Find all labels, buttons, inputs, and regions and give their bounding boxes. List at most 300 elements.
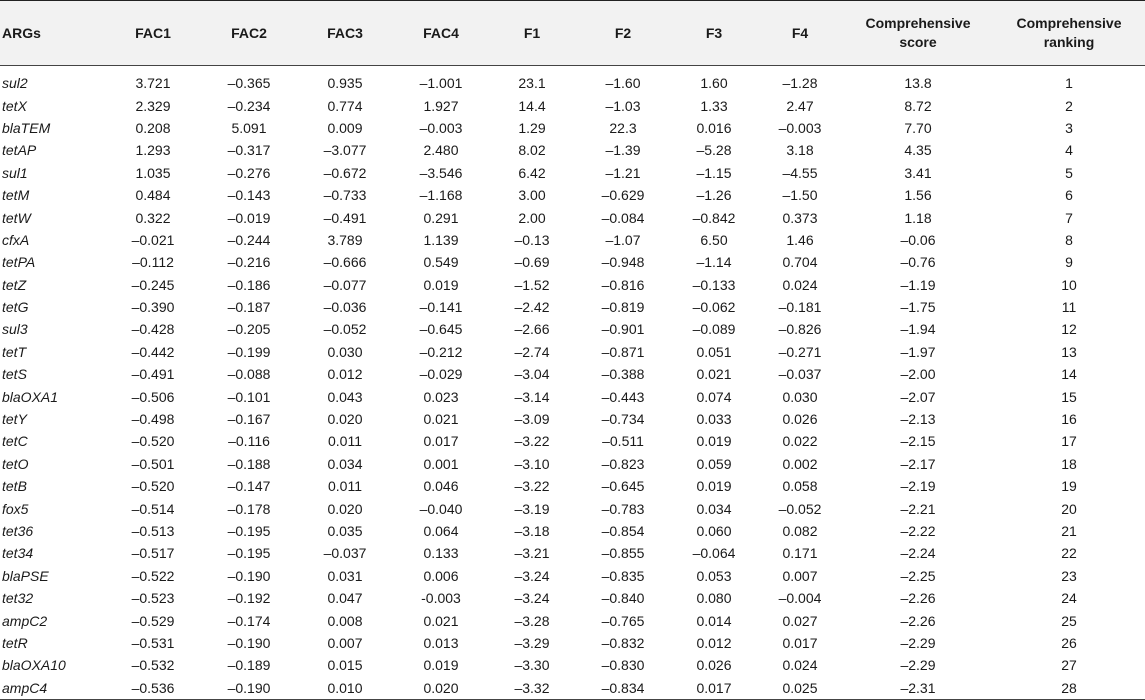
table-cell: 0.019 <box>423 657 459 674</box>
table-cell: –0.765 <box>601 612 645 629</box>
table-cell: –2.21 <box>900 500 936 517</box>
table-cell: –0.513 <box>131 523 175 539</box>
table-cell: –1.28 <box>782 75 818 92</box>
table-cell: –0.084 <box>601 209 645 226</box>
table-row <box>0 565 1145 587</box>
table-cell: 1.29 <box>518 119 546 136</box>
table-cell: –0.733 <box>323 187 367 204</box>
table-cell: –2.07 <box>900 388 936 405</box>
table-row <box>0 296 1145 318</box>
table-cell: –0.645 <box>419 321 463 338</box>
table-cell: –0.491 <box>131 366 175 383</box>
table-cell: –0.195 <box>227 523 271 539</box>
table-cell: 0.027 <box>782 612 818 629</box>
table-cell: –0.199 <box>227 343 271 360</box>
table-cell: 1.60 <box>700 75 728 92</box>
table-cell: 8.02 <box>518 142 546 159</box>
column-header: FAC1 <box>105 1 201 66</box>
table-cell: 0.008 <box>327 612 363 629</box>
arg-name-cell: tet36 <box>2 523 34 539</box>
table-cell: 0.020 <box>327 411 363 428</box>
table-cell: –0.522 <box>131 567 175 584</box>
table-cell: –3.29 <box>514 634 550 651</box>
table-cell: 23.1 <box>518 75 546 92</box>
table-cell: 0.017 <box>671 677 757 700</box>
table-cell: 0.016 <box>696 119 732 136</box>
table-cell: 1.927 <box>423 97 459 114</box>
table-cell: 0.935 <box>327 75 363 92</box>
table-cell: –1.03 <box>605 97 641 114</box>
table-row <box>0 341 1145 363</box>
table-cell: –0.901 <box>601 321 645 338</box>
table-cell: –2.31 <box>843 677 993 700</box>
table-cell: 0.012 <box>327 366 363 383</box>
table-cell: 1.293 <box>135 142 171 159</box>
table-cell: –5.28 <box>696 142 732 159</box>
table-cell: –0.037 <box>778 366 822 383</box>
table-cell: 13 <box>1061 343 1077 360</box>
arg-name-cell: tetW <box>2 209 31 226</box>
table-cell: 22.3 <box>609 119 637 136</box>
table-cell: –0.529 <box>131 612 175 629</box>
table-cell: –0.835 <box>601 567 645 584</box>
table-cell: 0.549 <box>423 254 459 271</box>
table-cell: –3.18 <box>514 523 550 539</box>
table-cell: 0.171 <box>782 545 818 562</box>
table-cell: –0.531 <box>131 634 175 651</box>
table-row <box>0 318 1145 340</box>
table-cell: –2.26 <box>900 590 936 607</box>
table-cell: 3.41 <box>904 164 932 181</box>
table-cell: –0.832 <box>601 634 645 651</box>
arg-name-cell: sul3 <box>2 321 28 338</box>
table-cell: 1 <box>1065 75 1073 92</box>
table-cell: –2.00 <box>900 366 936 383</box>
table-cell: 21 <box>1061 523 1077 539</box>
table-cell: –0.629 <box>601 187 645 204</box>
table-cell: 0.010 <box>297 677 393 700</box>
table-cell: –0.003 <box>419 119 463 136</box>
table-cell: –2.29 <box>900 657 936 674</box>
table-row <box>0 363 1145 385</box>
table-cell: 0.006 <box>423 567 459 584</box>
table-cell: 0.133 <box>423 545 459 562</box>
arg-name-cell: tetT <box>2 343 27 360</box>
table-cell: –0.672 <box>323 164 367 181</box>
table-cell: 8.72 <box>904 97 932 114</box>
table-row <box>0 408 1145 430</box>
table-cell: 6.42 <box>518 164 546 181</box>
table-cell: –2.19 <box>900 478 936 495</box>
table-row <box>0 94 1145 116</box>
table-cell: 4 <box>1065 142 1073 159</box>
table-cell: 5 <box>1065 164 1073 181</box>
table-cell: 5.091 <box>231 119 267 136</box>
table-cell: 13.8 <box>904 75 932 92</box>
table-row <box>0 385 1145 407</box>
arg-name-cell: tetS <box>2 366 27 383</box>
table-cell: –0.834 <box>575 677 671 700</box>
table-cell: –0.101 <box>227 388 271 405</box>
table-cell: 0.019 <box>696 478 732 495</box>
table-cell: –0.276 <box>227 164 271 181</box>
table-cell: –2.15 <box>900 433 936 450</box>
table-cell: –0.520 <box>131 478 175 495</box>
table-cell: –0.523 <box>131 590 175 607</box>
table-cell: 0.208 <box>135 119 171 136</box>
table-cell: –3.21 <box>514 545 550 562</box>
table-row <box>0 475 1145 497</box>
table-cell: 3.00 <box>518 187 546 204</box>
table-cell: –0.826 <box>778 321 822 338</box>
table-cell: –0.205 <box>227 321 271 338</box>
table-cell: 0.007 <box>327 634 363 651</box>
table-cell: –0.029 <box>419 366 463 383</box>
table-cell: –0.019 <box>227 209 271 226</box>
table-cell: 23 <box>1061 567 1077 584</box>
table-cell: –0.190 <box>227 634 271 651</box>
table-cell: –0.816 <box>601 276 645 293</box>
table-cell: 20 <box>1061 500 1077 517</box>
table-cell: –2.13 <box>900 411 936 428</box>
table-cell: –0.064 <box>692 545 736 562</box>
arg-name-cell: tetY <box>2 411 27 428</box>
table-cell: –0.76 <box>900 254 936 271</box>
table-cell: 0.025 <box>757 677 843 700</box>
table-cell: 0.017 <box>423 433 459 450</box>
table-cell: –3.22 <box>514 433 550 450</box>
table-cell: 2.329 <box>135 97 171 114</box>
table-cell: 15 <box>1061 388 1077 405</box>
table-cell: 0.034 <box>696 500 732 517</box>
table-cell: 0.043 <box>327 388 363 405</box>
table-cell: 0.026 <box>696 657 732 674</box>
table-cell: –0.021 <box>131 231 175 248</box>
arg-name-cell: tetO <box>2 455 29 472</box>
table-cell: –0.830 <box>601 657 645 674</box>
table-cell: 0.001 <box>423 455 459 472</box>
table-row <box>0 274 1145 296</box>
table-cell: 2.00 <box>518 209 546 226</box>
table-cell: 0.009 <box>327 119 363 136</box>
table-cell: –0.212 <box>419 343 463 360</box>
table-cell: –4.55 <box>782 164 818 181</box>
table-cell: –3.32 <box>489 677 575 700</box>
table-cell: 28 <box>993 677 1145 700</box>
table-cell: 3.789 <box>327 231 363 248</box>
table-cell: 0.059 <box>696 455 732 472</box>
table-cell: –0.174 <box>227 612 271 629</box>
arg-name-cell: blaTEM <box>2 119 51 136</box>
table-row <box>0 229 1145 251</box>
table-header-row <box>0 1 1145 66</box>
table-cell: -0.003 <box>421 590 461 607</box>
table-cell: –0.506 <box>131 388 175 405</box>
arg-name-cell: blaOXA10 <box>2 657 66 674</box>
table-cell: –1.39 <box>605 142 641 159</box>
table-cell: –0.734 <box>601 411 645 428</box>
table-cell: –0.188 <box>227 455 271 472</box>
table-cell: –2.66 <box>514 321 550 338</box>
table-cell: –0.040 <box>419 500 463 517</box>
table-cell: –0.491 <box>323 209 367 226</box>
table-cell: 0.021 <box>696 366 732 383</box>
table-cell: –0.141 <box>419 299 463 316</box>
table-row <box>0 162 1145 184</box>
table-cell: –1.19 <box>900 276 936 293</box>
table-cell: 3 <box>1065 119 1073 136</box>
column-header: Comprehensive score <box>843 1 993 66</box>
table-cell: 27 <box>1061 657 1077 674</box>
table-cell: 0.031 <box>327 567 363 584</box>
table-cell: 26 <box>1061 634 1077 651</box>
table-cell: –0.244 <box>227 231 271 248</box>
table-cell: 0.074 <box>696 388 732 405</box>
table-cell: 0.014 <box>696 612 732 629</box>
column-header: F3 <box>671 1 757 66</box>
arg-name-cell: tetR <box>2 634 28 651</box>
table-cell: –1.94 <box>900 321 936 338</box>
table-cell: 22 <box>1061 545 1077 562</box>
table-cell: –0.13 <box>514 231 550 248</box>
table-cell: –0.666 <box>323 254 367 271</box>
table-cell: –0.216 <box>227 254 271 271</box>
table-cell: 0.291 <box>423 209 459 226</box>
table-cell: –0.511 <box>602 433 644 450</box>
table-cell: –0.443 <box>601 388 645 405</box>
table-cell: –0.948 <box>601 254 645 271</box>
table-cell: –0.271 <box>778 343 822 360</box>
table-cell: 9 <box>1065 254 1073 271</box>
table-cell: 17 <box>1061 433 1077 450</box>
column-header: Comprehensive ranking <box>993 1 1145 66</box>
table-cell: 7.70 <box>904 119 932 136</box>
table-cell: 0.011 <box>328 433 362 450</box>
table-cell: –0.077 <box>323 276 367 293</box>
table-cell: 1.139 <box>423 231 459 248</box>
table-cell: 0.704 <box>782 254 818 271</box>
table-cell: –0.112 <box>132 254 174 271</box>
table-cell: –1.14 <box>696 254 732 271</box>
column-header: FAC4 <box>393 1 489 66</box>
table-row <box>0 632 1145 654</box>
table-cell: –2.22 <box>900 523 936 539</box>
table-cell: 0.007 <box>782 567 818 584</box>
table-cell: –3.30 <box>514 657 550 674</box>
arg-name-cell: tetZ <box>2 276 27 293</box>
table-cell: –0.036 <box>323 299 367 316</box>
table-cell: 0.012 <box>696 634 732 651</box>
table-cell: 0.053 <box>696 567 732 584</box>
arg-name-cell: tetG <box>2 299 29 316</box>
table-cell: –1.52 <box>514 276 550 293</box>
table-cell: –0.514 <box>131 500 175 517</box>
table-cell: 0.011 <box>328 478 362 495</box>
table-cell: –0.823 <box>601 455 645 472</box>
table-cell: –3.22 <box>514 478 550 495</box>
table-cell: –0.517 <box>131 545 175 562</box>
table-cell: –0.783 <box>601 500 645 517</box>
table-cell: 1.33 <box>700 97 728 114</box>
table-cell: –1.26 <box>696 187 732 204</box>
table-cell: –0.854 <box>601 523 645 539</box>
table-cell: 1.035 <box>135 164 171 181</box>
table-cell: 3.18 <box>786 142 814 159</box>
arg-name-cell: blaPSE <box>2 567 49 584</box>
table-cell: –0.186 <box>227 276 271 293</box>
table-cell: –0.089 <box>692 321 736 338</box>
table-row <box>0 251 1145 273</box>
table-cell: –0.052 <box>323 321 367 338</box>
table-cell: 2.47 <box>786 97 814 114</box>
table-cell: 0.047 <box>327 590 363 607</box>
table-cell: 0.373 <box>782 209 818 226</box>
arg-name-cell: tetPA <box>2 254 36 271</box>
table-cell: –3.04 <box>514 366 550 383</box>
table-row <box>0 206 1145 228</box>
table-cell: –0.855 <box>601 545 645 562</box>
table-body <box>0 66 1145 700</box>
table-cell: 4.35 <box>904 142 932 159</box>
table-cell: –0.004 <box>778 590 822 607</box>
table-cell: –3.077 <box>323 142 367 159</box>
table-cell: –0.819 <box>601 299 645 316</box>
column-header: FAC2 <box>201 1 297 66</box>
table-row <box>0 677 1145 700</box>
table-cell: –2.42 <box>514 299 550 316</box>
table-cell: 6 <box>1065 187 1073 204</box>
table-cell: –1.50 <box>782 187 818 204</box>
table-cell: –0.037 <box>323 545 367 562</box>
table-cell: 0.019 <box>423 276 459 293</box>
table-cell: 0.033 <box>696 411 732 428</box>
arg-name-cell: tetC <box>2 433 28 450</box>
table-cell: 0.058 <box>782 478 818 495</box>
table-cell: –0.195 <box>227 545 271 562</box>
table-cell: 3.721 <box>135 75 171 92</box>
table-cell: 0.024 <box>782 276 818 293</box>
table-cell: –2.29 <box>900 634 936 651</box>
table-row <box>0 117 1145 139</box>
table-row <box>0 542 1145 564</box>
arg-name-cell: tet34 <box>2 545 34 562</box>
table-row <box>0 184 1145 206</box>
table-cell: –0.178 <box>227 500 271 517</box>
table-cell: 11 <box>1061 299 1077 316</box>
table-cell: 0.060 <box>696 523 732 539</box>
table-cell: –0.133 <box>692 276 736 293</box>
table-cell: –0.147 <box>227 478 271 495</box>
table-cell: 2.480 <box>423 142 459 159</box>
arg-name-cell: tetAP <box>2 142 37 159</box>
table-cell: –0.234 <box>227 97 271 114</box>
table-cell: 0.021 <box>423 612 459 629</box>
table-row <box>0 520 1145 542</box>
table-cell: 12 <box>1061 321 1077 338</box>
table-cell: 0.082 <box>782 523 818 539</box>
table-row <box>0 587 1145 609</box>
table-cell: 0.322 <box>135 209 171 226</box>
table-cell: –0.442 <box>131 343 175 360</box>
table-cell: 6.50 <box>700 231 728 248</box>
table-cell: –1.60 <box>605 75 641 92</box>
table-cell: 14 <box>1061 366 1077 383</box>
table-cell: 1.46 <box>786 231 814 248</box>
table-cell: –0.498 <box>131 411 175 428</box>
table-row <box>0 609 1145 631</box>
table-cell: –0.840 <box>601 590 645 607</box>
table-cell: –3.14 <box>514 388 550 405</box>
table-cell: –1.97 <box>900 343 936 360</box>
table-cell: 0.034 <box>327 455 363 472</box>
table-cell: 18 <box>1061 455 1077 472</box>
table-cell: –3.09 <box>514 411 550 428</box>
table-cell: 0.064 <box>423 523 459 539</box>
arg-name-cell: tet32 <box>2 590 34 607</box>
table-cell: –0.088 <box>227 366 271 383</box>
table-cell: –1.07 <box>605 231 641 248</box>
column-header: ARGs <box>0 1 105 66</box>
table-cell: –2.74 <box>514 343 550 360</box>
table-cell: –2.17 <box>900 455 936 472</box>
table-cell: –0.536 <box>105 677 201 700</box>
arg-name-cell: blaOXA1 <box>2 388 59 405</box>
table-cell: –2.26 <box>900 612 936 629</box>
arg-name-cell: ampC2 <box>2 612 48 629</box>
table-cell: –3.24 <box>514 567 550 584</box>
table-cell: –0.190 <box>227 567 271 584</box>
column-header: F4 <box>757 1 843 66</box>
table-cell: –0.645 <box>601 478 645 495</box>
table-cell: 0.022 <box>782 433 818 450</box>
table-cell: –0.365 <box>227 75 271 92</box>
table-cell: 0.035 <box>327 523 363 539</box>
table-cell: –3.28 <box>514 612 550 629</box>
table-cell: –3.19 <box>514 500 550 517</box>
table-cell: 0.774 <box>327 97 363 114</box>
table-cell: –0.388 <box>601 366 645 383</box>
table-cell: –1.15 <box>696 164 732 181</box>
table-cell: 0.023 <box>423 388 459 405</box>
table-cell: –0.501 <box>131 455 175 472</box>
table-row <box>0 430 1145 452</box>
table-cell: –3.24 <box>514 590 550 607</box>
table-cell: –0.390 <box>131 299 175 316</box>
table-cell: –0.192 <box>227 590 271 607</box>
table-cell: 0.484 <box>135 187 171 204</box>
table-cell: 0.020 <box>327 500 363 517</box>
arg-name-cell: tetX <box>2 97 27 114</box>
arg-name-cell: sul2 <box>2 75 28 92</box>
table-cell: –2.24 <box>900 545 936 562</box>
table-cell: 0.030 <box>782 388 818 405</box>
column-header: F2 <box>575 1 671 66</box>
table-cell: –1.001 <box>419 75 463 92</box>
table-cell: –0.189 <box>227 657 271 674</box>
table-row <box>0 66 1145 95</box>
table-cell: –0.143 <box>227 187 271 204</box>
table-cell: 0.030 <box>327 343 363 360</box>
table-cell: –0.052 <box>778 500 822 517</box>
table-cell: 7 <box>1065 209 1073 226</box>
table-cell: –1.21 <box>605 164 641 181</box>
table-cell: 16 <box>1061 411 1077 428</box>
table-row <box>0 497 1145 519</box>
table-cell: –0.190 <box>201 677 297 700</box>
table-cell: 14.4 <box>518 97 546 114</box>
table-cell: –0.167 <box>227 411 271 428</box>
column-header: FAC3 <box>297 1 393 66</box>
